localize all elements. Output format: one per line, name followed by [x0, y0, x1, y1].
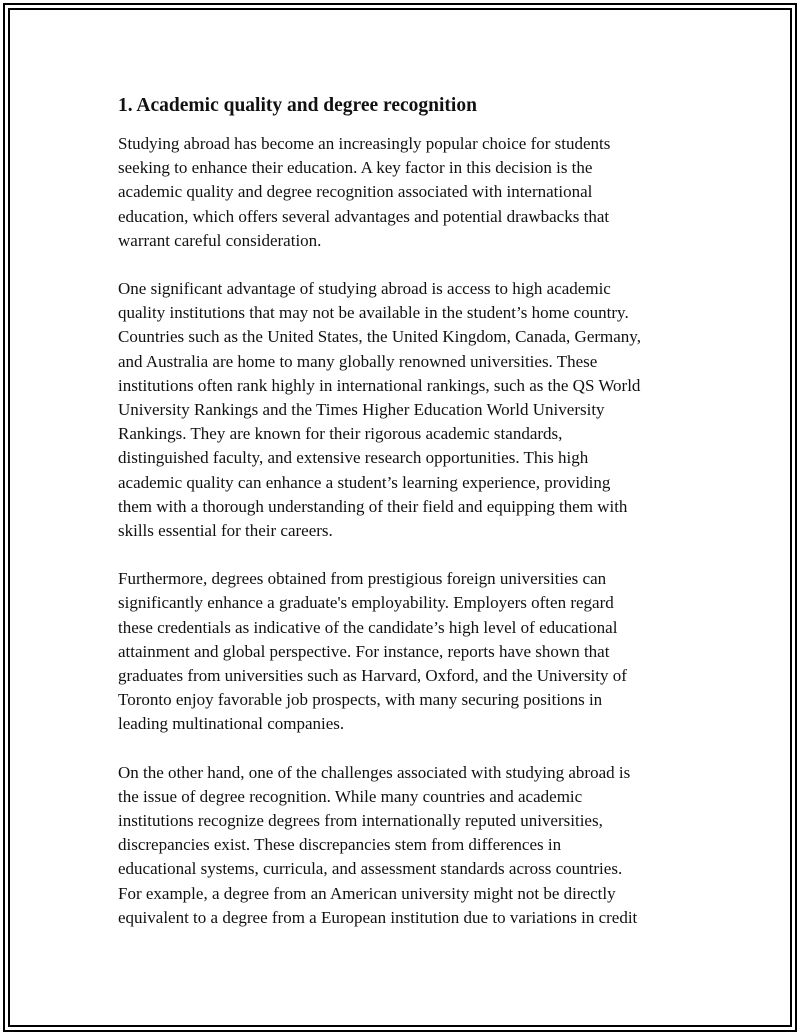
- text-line: significantly enhance a graduate's employability. Employers often regard: [118, 593, 614, 613]
- text-line: One significant advantage of studying abroad is access to high academic: [118, 279, 611, 299]
- paragraph-intro: [118, 132, 688, 253]
- text-line: skills essential for their careers.: [118, 521, 333, 541]
- text-line: quality institutions that may not be available in the student’s home country.: [118, 303, 629, 323]
- text-line: Toronto enjoy favorable job prospects, with many securing positions in: [118, 690, 603, 710]
- text-line: these credentials as indicative of the candidate’s high level of educational: [118, 617, 618, 637]
- text-line: attainment and global perspective. For instance, reports have shown that: [118, 641, 610, 661]
- paragraph-advantage: [118, 277, 688, 543]
- text-line: On the other hand, one of the challenges associated with studying abroad is: [118, 762, 631, 782]
- text-line: institutions recognize degrees from internationally reputed universities,: [118, 811, 603, 831]
- text-line: warrant careful consideration.: [118, 230, 322, 250]
- text-line: distinguished faculty, and extensive research opportunities. This high: [118, 448, 589, 468]
- text-line: For example, a degree from an American university might not be directly: [118, 883, 616, 903]
- section-heading: 1. Academic quality and degree recognition: [118, 95, 477, 116]
- text-line: them with a thorough understanding of their field and equipping them with: [118, 496, 628, 516]
- text-line: discrepancies exist. These discrepancies stem from differences in: [118, 835, 562, 855]
- text-line: education, which offers several advantages and potential drawbacks that: [118, 206, 610, 226]
- text-line: Rankings. They are known for their rigorous academic standards,: [118, 424, 563, 444]
- text-line: leading multinational companies.: [118, 714, 345, 734]
- text-line: Countries such as the United States, the United Kingdom, Canada, Germany,: [118, 327, 641, 347]
- text-line: and Australia are home to many globally renowned universities. These: [118, 351, 598, 371]
- text-line: the issue of degree recognition. While many countries and academic: [118, 786, 583, 806]
- text-line: educational systems, curricula, and assessment standards across countries.: [118, 859, 623, 879]
- paragraph-employability: [118, 567, 688, 736]
- text-line: academic quality can enhance a student’s learning experience, providing: [118, 472, 611, 492]
- text-line: equivalent to a degree from a European institution due to variations in credit: [118, 907, 638, 927]
- paragraph-recognition: [118, 761, 688, 930]
- text-line: academic quality and degree recognition associated with international: [118, 182, 593, 202]
- text-line: institutions often rank highly in international rankings, such as the QS World: [118, 375, 641, 395]
- text-line: Studying abroad has become an increasingly popular choice for students: [118, 134, 611, 153]
- text-line: University Rankings and the Times Higher Education World University: [118, 400, 605, 420]
- text-line: seeking to enhance their education. A key factor in this decision is the: [118, 158, 593, 178]
- text-line: Furthermore, degrees obtained from prestigious foreign universities can: [118, 569, 607, 589]
- document-body: [118, 93, 688, 954]
- text-line: graduates from universities such as Harvard, Oxford, and the University of: [118, 666, 627, 686]
